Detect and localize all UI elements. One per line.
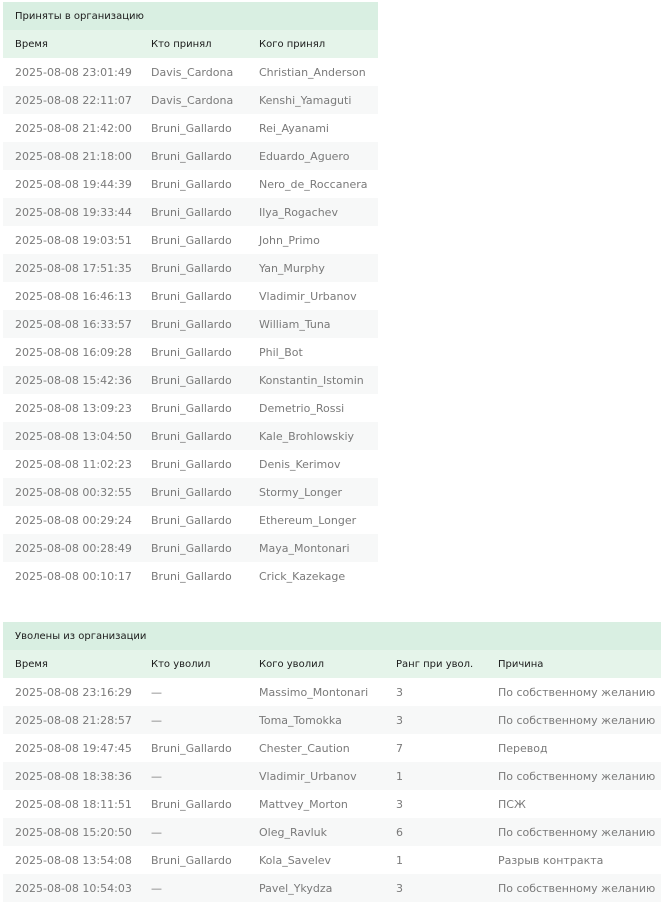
table-row — [3, 170, 378, 198]
table-row — [3, 338, 378, 366]
cell-time: 2025-08-08 13:09:23 — [3, 394, 139, 422]
cell-time: 2025-08-08 16:09:28 — [3, 338, 139, 366]
cell-time: 2025-08-08 19:33:44 — [3, 198, 139, 226]
cell-fired-whom: Kola_Savelev — [247, 846, 384, 874]
cell-time: 2025-08-08 18:38:36 — [3, 762, 139, 790]
table-row — [3, 818, 661, 846]
cell-reason: ПСЖ — [486, 790, 661, 818]
table-row — [3, 282, 378, 310]
cell-rank: 3 — [384, 874, 486, 902]
table-row — [3, 422, 378, 450]
fired-table-body — [3, 678, 661, 902]
cell-rank: 1 — [384, 762, 486, 790]
cell-hired-whom: John_Primo — [247, 226, 378, 254]
cell-fired-whom: Mattvey_Morton — [247, 790, 384, 818]
table-row — [3, 394, 378, 422]
cell-time: 2025-08-08 18:11:51 — [3, 790, 139, 818]
table-row — [3, 874, 661, 902]
cell-fired-by: — — [139, 818, 247, 846]
table-row — [3, 678, 661, 706]
cell-fired-whom: Toma_Tomokka — [247, 706, 384, 734]
cell-hired-whom: Kenshi_Yamaguti — [247, 86, 378, 114]
cell-fired-by: — — [139, 706, 247, 734]
column-header-fired-whom: Кого уволил — [247, 650, 384, 678]
cell-fired-whom: Vladimir_Urbanov — [247, 762, 384, 790]
cell-hired-by: Bruni_Gallardo — [139, 506, 247, 534]
cell-fired-by: — — [139, 874, 247, 902]
cell-time: 2025-08-08 21:18:00 — [3, 142, 139, 170]
table-row — [3, 762, 661, 790]
cell-hired-by: Bruni_Gallardo — [139, 422, 247, 450]
table-row — [3, 366, 378, 394]
cell-reason: Разрыв контракта — [486, 846, 661, 874]
cell-hired-whom: Nero_de_Roccanera — [247, 170, 378, 198]
cell-hired-whom: Ilya_Rogachev — [247, 198, 378, 226]
cell-reason: Перевод — [486, 734, 661, 762]
hired-header-row — [3, 30, 378, 58]
cell-fired-by: — — [139, 762, 247, 790]
cell-fired-whom: Chester_Caution — [247, 734, 384, 762]
cell-hired-by: Davis_Cardona — [139, 86, 247, 114]
cell-reason: По собственному желанию — [486, 818, 661, 846]
cell-hired-whom: Eduardo_Aguero — [247, 142, 378, 170]
cell-time: 2025-08-08 19:44:39 — [3, 170, 139, 198]
cell-time: 2025-08-08 11:02:23 — [3, 450, 139, 478]
cell-hired-by: Bruni_Gallardo — [139, 562, 247, 590]
cell-time: 2025-08-08 23:16:29 — [3, 678, 139, 706]
table-row — [3, 86, 378, 114]
cell-fired-by: Bruni_Gallardo — [139, 790, 247, 818]
cell-hired-by: Davis_Cardona — [139, 58, 247, 86]
cell-hired-whom: Phil_Bot — [247, 338, 378, 366]
table-row — [3, 226, 378, 254]
hired-table-body — [3, 58, 378, 590]
cell-hired-by: Bruni_Gallardo — [139, 366, 247, 394]
cell-hired-by: Bruni_Gallardo — [139, 394, 247, 422]
cell-rank: 3 — [384, 790, 486, 818]
table-row — [3, 790, 661, 818]
column-header-time: Время — [3, 30, 139, 58]
cell-hired-whom: Stormy_Longer — [247, 478, 378, 506]
cell-hired-by: Bruni_Gallardo — [139, 226, 247, 254]
cell-time: 2025-08-08 23:01:49 — [3, 58, 139, 86]
cell-hired-whom: Vladimir_Urbanov — [247, 282, 378, 310]
table-row — [3, 58, 378, 86]
cell-hired-by: Bruni_Gallardo — [139, 338, 247, 366]
fired-title-row — [3, 622, 661, 650]
cell-fired-whom: Pavel_Ykydza — [247, 874, 384, 902]
column-header-reason: Причина — [486, 650, 661, 678]
cell-time: 2025-08-08 21:42:00 — [3, 114, 139, 142]
cell-time: 2025-08-08 19:47:45 — [3, 734, 139, 762]
table-row — [3, 846, 661, 874]
hired-table-title: Приняты в организацию — [3, 2, 378, 30]
table-row — [3, 254, 378, 282]
cell-fired-by: — — [139, 678, 247, 706]
cell-hired-by: Bruni_Gallardo — [139, 310, 247, 338]
cell-fired-by: Bruni_Gallardo — [139, 734, 247, 762]
column-header-rank: Ранг при увол. — [384, 650, 486, 678]
cell-hired-whom: Konstantin_Istomin — [247, 366, 378, 394]
table-row — [3, 198, 378, 226]
cell-time: 2025-08-08 13:04:50 — [3, 422, 139, 450]
cell-hired-whom: Kale_Brohlowskiy — [247, 422, 378, 450]
cell-hired-whom: Ethereum_Longer — [247, 506, 378, 534]
cell-hired-whom: Crick_Kazekage — [247, 562, 378, 590]
cell-time: 2025-08-08 16:33:57 — [3, 310, 139, 338]
fired-table-title: Уволены из организации — [3, 622, 661, 650]
cell-hired-by: Bruni_Gallardo — [139, 478, 247, 506]
table-row — [3, 562, 378, 590]
cell-rank: 7 — [384, 734, 486, 762]
cell-time: 2025-08-08 15:20:50 — [3, 818, 139, 846]
cell-time: 2025-08-08 17:51:35 — [3, 254, 139, 282]
cell-time: 2025-08-08 22:11:07 — [3, 86, 139, 114]
cell-hired-by: Bruni_Gallardo — [139, 114, 247, 142]
cell-hired-by: Bruni_Gallardo — [139, 142, 247, 170]
table-row — [3, 506, 378, 534]
cell-time: 2025-08-08 21:28:57 — [3, 706, 139, 734]
cell-hired-whom: Rei_Ayanami — [247, 114, 378, 142]
column-header-time: Время — [3, 650, 139, 678]
column-header-hired-whom: Кого принял — [247, 30, 378, 58]
cell-hired-by: Bruni_Gallardo — [139, 254, 247, 282]
hired-table — [3, 2, 378, 590]
cell-hired-by: Bruni_Gallardo — [139, 198, 247, 226]
cell-time: 2025-08-08 13:54:08 — [3, 846, 139, 874]
cell-reason: По собственному желанию — [486, 706, 661, 734]
table-row — [3, 534, 378, 562]
cell-time: 2025-08-08 00:28:49 — [3, 534, 139, 562]
cell-rank: 6 — [384, 818, 486, 846]
cell-time: 2025-08-08 16:46:13 — [3, 282, 139, 310]
cell-rank: 3 — [384, 706, 486, 734]
cell-fired-whom: Oleg_Ravluk — [247, 818, 384, 846]
cell-rank: 1 — [384, 846, 486, 874]
cell-fired-whom: Massimo_Montonari — [247, 678, 384, 706]
cell-hired-whom: Christian_Anderson — [247, 58, 378, 86]
cell-reason: По собственному желанию — [486, 762, 661, 790]
hired-title-row — [3, 2, 378, 30]
cell-hired-by: Bruni_Gallardo — [139, 534, 247, 562]
cell-hired-by: Bruni_Gallardo — [139, 450, 247, 478]
table-row — [3, 310, 378, 338]
cell-time: 2025-08-08 00:29:24 — [3, 506, 139, 534]
cell-time: 2025-08-08 19:03:51 — [3, 226, 139, 254]
cell-fired-by: Bruni_Gallardo — [139, 846, 247, 874]
cell-reason: По собственному желанию — [486, 678, 661, 706]
cell-time: 2025-08-08 15:42:36 — [3, 366, 139, 394]
table-row — [3, 450, 378, 478]
fired-table — [3, 622, 661, 902]
cell-hired-whom: William_Tuna — [247, 310, 378, 338]
cell-reason: По собственному желанию — [486, 874, 661, 902]
cell-time: 2025-08-08 00:32:55 — [3, 478, 139, 506]
cell-hired-whom: Yan_Murphy — [247, 254, 378, 282]
cell-hired-whom: Demetrio_Rossi — [247, 394, 378, 422]
table-row — [3, 142, 378, 170]
cell-time: 2025-08-08 00:10:17 — [3, 562, 139, 590]
table-row — [3, 478, 378, 506]
cell-hired-by: Bruni_Gallardo — [139, 170, 247, 198]
cell-hired-by: Bruni_Gallardo — [139, 282, 247, 310]
column-header-fired-by: Кто уволил — [139, 650, 247, 678]
cell-hired-whom: Maya_Montonari — [247, 534, 378, 562]
fired-header-row — [3, 650, 661, 678]
cell-time: 2025-08-08 10:54:03 — [3, 874, 139, 902]
cell-rank: 3 — [384, 678, 486, 706]
cell-hired-whom: Denis_Kerimov — [247, 450, 378, 478]
column-header-hired-by: Кто принял — [139, 30, 247, 58]
table-row — [3, 706, 661, 734]
table-row — [3, 734, 661, 762]
table-row — [3, 114, 378, 142]
